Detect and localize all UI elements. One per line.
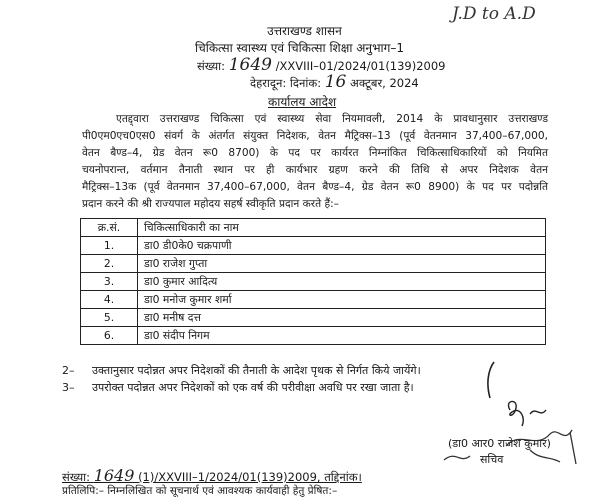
footer-number-label: संख्या: — [62, 470, 91, 484]
body-line: एतद्द्वारा उत्तराखण्ड चिकित्सा एवं स्वास्थ्य सेवा नियमावली, 2014 के प्रावधानुसार उत्तराखण्ड — [116, 113, 548, 125]
place-date-label: देहरादून: दिनांक: — [250, 76, 322, 90]
signature-scribble — [440, 420, 590, 470]
note-text: उक्तानुसार पदोन्नत अपर निदेशकों की तैनाती के आदेश पृथक से निर्गत किये जायेंगे। — [92, 364, 421, 377]
handwritten-annotation: J.D to A.D — [452, 4, 536, 24]
number-handwritten: 1649 — [228, 55, 272, 75]
number-suffix: /XXVIII–01/2024/01(139)2009 — [275, 59, 446, 73]
serial-cell: 4. — [81, 291, 138, 309]
department-heading: चिकित्सा स्वास्थ्य एवं चिकित्सा शिक्षा अनुभाग–1 — [195, 41, 405, 55]
copy-line: प्रतिलिपि:– निम्नलिखित को सूचनार्थ एवं आवश्यक कार्यवाही हेतु प्रेषित:– — [62, 485, 338, 497]
name-cell: डा0 मनोज कुमार शर्मा — [138, 291, 546, 309]
table-header-row — [81, 219, 546, 237]
column-serial: क्र.सं. — [81, 219, 138, 237]
serial-cell: 2. — [81, 255, 138, 273]
serial-cell: 1. — [81, 237, 138, 255]
table-row — [81, 327, 546, 345]
date-handwritten: 16 — [324, 72, 347, 92]
date-suffix: अक्टूबर, 2024 — [350, 76, 419, 90]
place-date — [250, 72, 419, 92]
note-text: उपरोक्त पदोन्नत अपर निदेशकों को एक वर्ष की परीवीक्षा अवधि पर रखा जाता है। — [92, 381, 414, 394]
table-row — [81, 309, 546, 327]
government-heading: उत्तराखण्ड शासन — [267, 24, 342, 38]
body-line: चयनोपरान्त, वर्तमान तैनाती स्थान पर ही कार्यभार ग्रहण करने की तिथि से अपर निदेशक वेतन — [82, 164, 548, 176]
table-row — [81, 255, 546, 273]
body-line: मैट्रिक्स–13क (पूर्व वेतनमान 37,400–67,000, वेतन बैण्ड–4, ग्रेड वेतन रू0 8900) के पद पर पदोन्नति — [82, 181, 548, 193]
table-row — [81, 237, 546, 255]
serial-cell: 3. — [81, 273, 138, 291]
serial-cell: 6. — [81, 327, 138, 345]
serial-cell: 5. — [81, 309, 138, 327]
page-title: कार्यालय आदेश — [268, 95, 337, 109]
name-cell: डा0 मनीष दत्त — [138, 309, 546, 327]
note-3 — [62, 380, 414, 395]
footer-number-handwritten: 1649 — [93, 466, 135, 485]
officers-table — [80, 218, 546, 345]
table-row — [81, 273, 546, 291]
footer-number-suffix: (1)/XXVIII–1/2024/01(139)2009, तद्दिनांक। — [138, 470, 362, 484]
name-cell: डा0 डी0के0 चक्रपाणी — [138, 237, 546, 255]
body-line: प्रदान करने की श्री राज्यपाल महोदय सहर्ष स्वीकृति प्रदान करते हैं:– — [82, 198, 339, 210]
footer-number — [62, 466, 362, 485]
order-body — [82, 111, 548, 213]
body-line: वेतन बैण्ड–4, ग्रेड वेतन रू0 8700) के पद पर कार्यरत निम्नांकित चिकित्साधिकारियों को नियमित — [82, 147, 548, 159]
name-cell: डा0 राजेश गुप्ता — [138, 255, 546, 273]
signatory-name: (डा0 आर0 राजेश कुमार) — [448, 437, 551, 450]
note-number: 3– — [62, 381, 75, 394]
column-name: चिकित्साधिकारी का नाम — [138, 219, 546, 237]
name-cell: डा0 संदीप निगम — [138, 327, 546, 345]
table-row — [81, 291, 546, 309]
name-cell: डा0 कुमार आदित्य — [138, 273, 546, 291]
note-2 — [62, 363, 421, 378]
body-line: पी0एम0एच0एस0 संवर्ग के अंतर्गत संयुक्त निदेशक, वेतन मैट्रिक्स–13 (पूर्व वेतनमान 37,400–67,000, — [82, 130, 548, 142]
number-label: संख्या: — [197, 59, 226, 73]
note-number: 2– — [62, 364, 75, 377]
signatory-title: सचिव — [480, 453, 504, 466]
